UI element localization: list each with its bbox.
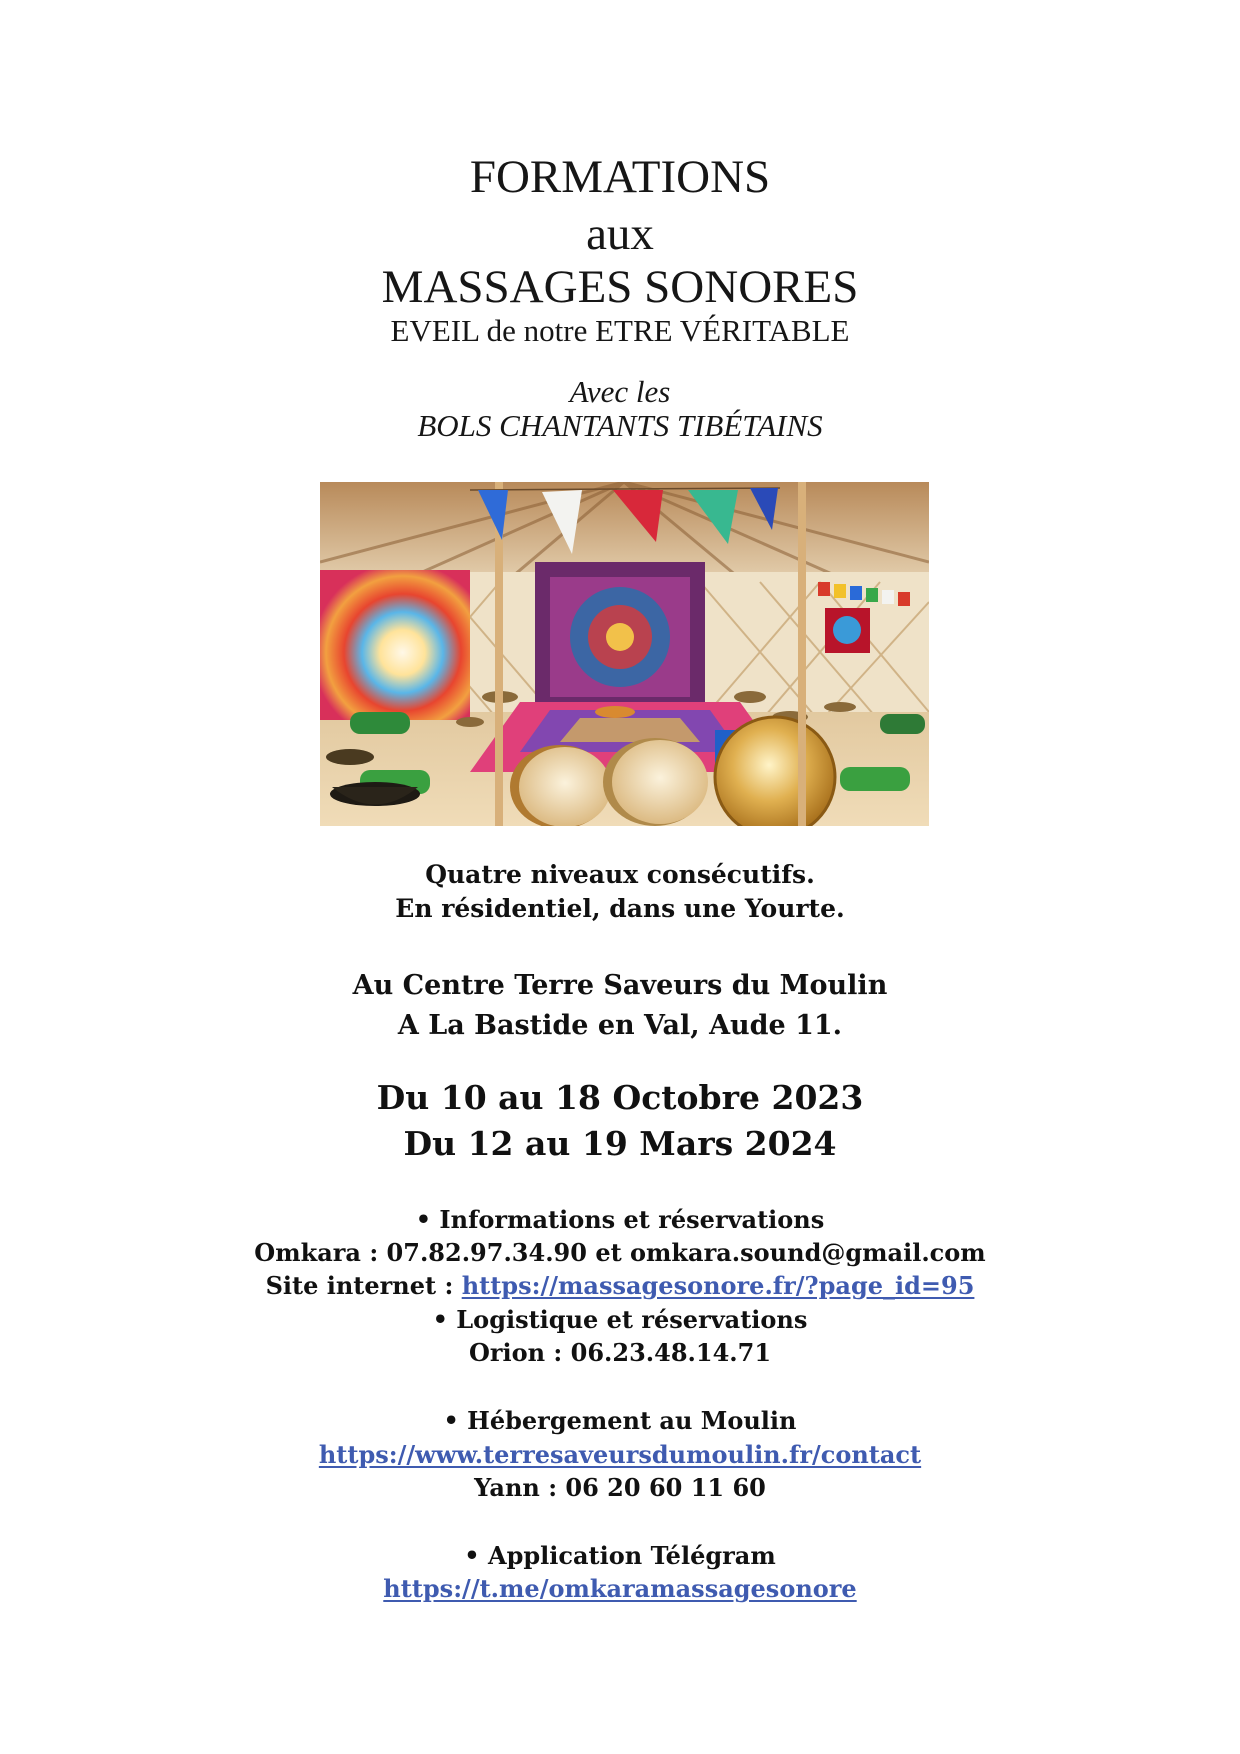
lodging-link[interactable]: https://www.terresaveursdumoulin.fr/contact — [318, 1440, 922, 1469]
italic-line-bols: BOLS CHANTANTS TIBÉTAINS — [417, 408, 823, 443]
dates-line-march: Du 12 au 19 Mars 2024 — [403, 1124, 837, 1163]
subtitle-eveil: EVEIL de notre ETRE VÉRITABLE — [390, 313, 850, 348]
lodging-contact-yann: Yann : 06 20 60 11 60 — [474, 1473, 766, 1502]
telegram-link[interactable]: https://t.me/omkaramassagesonore — [383, 1574, 857, 1603]
telegram-heading: • Application Télégram — [464, 1541, 776, 1570]
location-line-centre: Au Centre Terre Saveurs du Moulin — [352, 970, 888, 1001]
yurt-photo — [320, 482, 929, 826]
logistics-heading: • Logistique et réservations — [432, 1305, 808, 1334]
site-link[interactable]: https://massagesonore.fr/?page_id=95 — [461, 1271, 975, 1300]
italic-line-avec: Avec les — [569, 374, 671, 409]
telegram-link-line — [0, 1574, 1240, 1603]
lodging-heading: • Hébergement au Moulin — [443, 1406, 797, 1435]
intro-line-levels: Quatre niveaux consécutifs. — [425, 860, 815, 889]
title-line-aux: aux — [586, 208, 654, 260]
logistics-contact-orion: Orion : 06.23.48.14.71 — [468, 1338, 772, 1367]
site-label: Site internet : — [265, 1271, 462, 1300]
info-heading: • Informations et réservations — [415, 1205, 825, 1234]
lodging-link-line — [0, 1440, 1240, 1469]
title-line-massages: MASSAGES SONORES — [381, 261, 859, 313]
dates-line-october: Du 10 au 18 Octobre 2023 — [376, 1078, 864, 1117]
intro-line-residential: En résidentiel, dans une Yourte. — [395, 894, 845, 923]
location-line-bastide: A La Bastide en Val, Aude 11. — [397, 1010, 843, 1041]
info-site-line — [0, 1271, 1240, 1300]
info-contact-omkara: Omkara : 07.82.97.34.90 et omkara.sound@gmail.com — [254, 1238, 986, 1267]
title-line-formations: FORMATIONS — [469, 151, 771, 203]
